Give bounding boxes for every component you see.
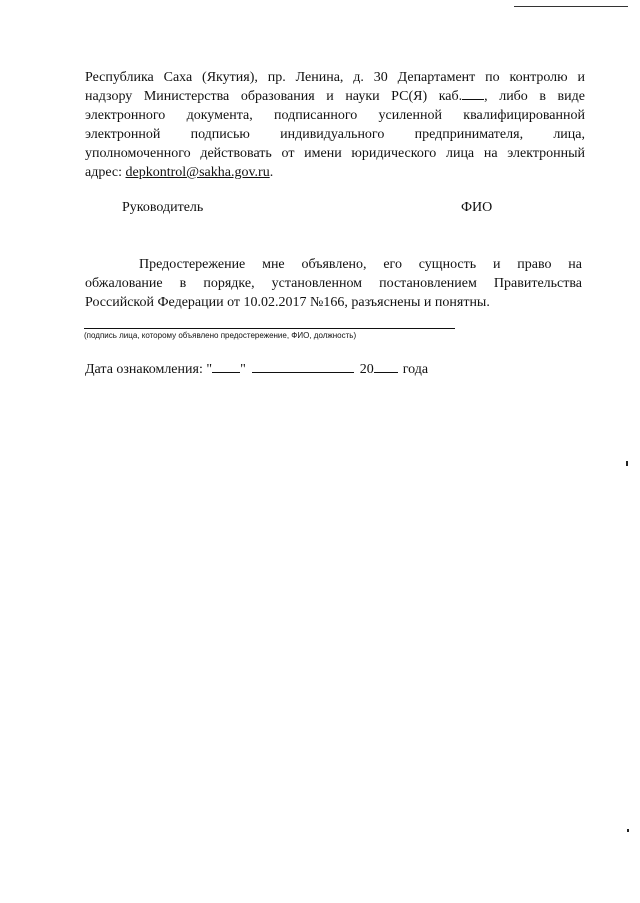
notice-line-2: обжалование в порядке, установленном постановлением Правительства [85, 276, 582, 291]
ack-quote-close: " [240, 362, 246, 377]
email-link[interactable]: depkontrol@sakha.gov.ru [125, 165, 270, 180]
address-line-4: электронной подписью индивидуального предпринимателя, лица, [85, 127, 585, 142]
address-line-3: электронного документа, подписанного усиленной квалифицированной [85, 108, 585, 123]
ack-century: 20 [359, 362, 374, 377]
notice-line-1: Предостережение мне объявлено, его сущность и право на [139, 257, 582, 272]
notice-line-3: Российской Федерации от 10.02.2017 №166, разъяснены и понятны. [85, 295, 490, 310]
day-blank [212, 360, 240, 373]
address-prefix: адрес: [85, 165, 126, 180]
year-blank [374, 360, 398, 373]
margin-mark [627, 829, 629, 832]
head-title-label: Руководитель [122, 200, 204, 215]
address-line-6 [85, 163, 585, 182]
notice-paragraph [85, 255, 582, 312]
address-line-2 [85, 87, 585, 106]
margin-mark [626, 461, 628, 466]
top-rule [514, 6, 628, 7]
cabinet-blank [462, 87, 484, 100]
address-line-2-end: , либо в виде [484, 89, 585, 104]
acknowledgement-date-row [85, 360, 428, 379]
ack-label: Дата ознакомления: " [85, 362, 213, 377]
head-name-label: ФИО [461, 200, 493, 215]
address-paragraph [85, 68, 585, 182]
signature-caption: (подпись лица, которому объявлено предостережение, ФИО, должность) [84, 331, 357, 340]
address-line-1: Республика Саха (Якутия), пр. Ленина, д. 30 Департамент по контролю и [85, 70, 585, 85]
ack-year-word: года [402, 362, 429, 377]
address-line-2-start: надзору Министерства образования и науки РС(Я) каб. [85, 89, 463, 104]
signature-line [84, 328, 455, 329]
address-suffix: . [269, 165, 274, 180]
month-blank [252, 360, 354, 373]
address-line-5: уполномоченного действовать от имени юридического лица на электронный [85, 146, 585, 161]
